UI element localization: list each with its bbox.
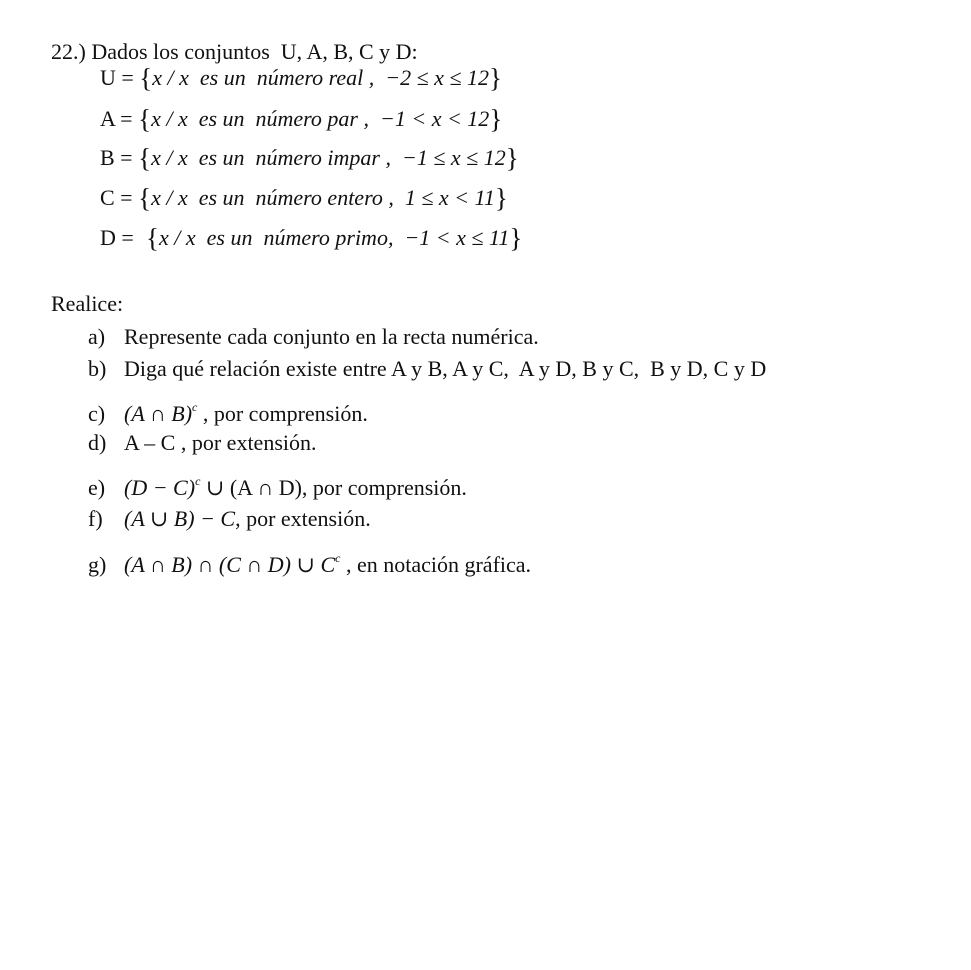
set-condition: −1 < x ≤ 11 <box>404 225 510 250</box>
exercise-item <box>88 394 368 427</box>
close-brace: } <box>509 223 523 253</box>
set-description: x / x es un número impar , <box>151 145 391 170</box>
set-name: C = <box>100 185 133 210</box>
item-text: Diga qué relación existe entre A y B, A y C, A y D, B y C, B y D, C y D <box>124 356 767 381</box>
set-name: U = <box>100 65 134 90</box>
set-condition: −1 ≤ x ≤ 12 <box>402 145 506 170</box>
open-brace: { <box>139 63 153 93</box>
exercise-item <box>88 545 531 578</box>
complement-superscript: c <box>335 551 341 565</box>
item-text: ∪ (A ∩ D), por comprensión. <box>200 475 467 500</box>
set-name: B = <box>100 145 133 170</box>
exercise-item <box>88 324 539 350</box>
item-text: Represente cada conjunto en la recta numérica. <box>124 324 539 349</box>
set-definition <box>100 106 502 132</box>
close-brace: } <box>494 183 508 213</box>
problem-title: 22.) Dados los conjuntos U, A, B, C y D: <box>51 39 418 64</box>
open-brace: { <box>138 143 152 173</box>
item-label: b) <box>88 356 107 381</box>
item-text: A – C , por extensión. <box>124 430 317 455</box>
set-description: x / x es un número par , <box>151 106 369 131</box>
item-label: c) <box>88 401 106 426</box>
set-description: x / x es un número primo, <box>159 225 394 250</box>
exercise-item <box>88 468 467 501</box>
item-text: , en notación gráfica. <box>340 552 532 577</box>
set-condition: 1 ≤ x < 11 <box>404 185 495 210</box>
set-definition <box>100 225 522 251</box>
exercise-item <box>88 506 371 532</box>
item-text: , por comprensión. <box>197 401 368 426</box>
set-definition <box>100 185 508 211</box>
item-label: f) <box>88 506 103 531</box>
item-label: g) <box>88 552 107 577</box>
exercise-item <box>88 356 766 382</box>
complement-superscript: c <box>192 400 198 414</box>
set-condition: −1 < x < 12 <box>380 106 490 131</box>
set-name: A = <box>100 106 133 131</box>
complement-superscript: c <box>195 474 201 488</box>
item-expression: (A ∪ B) − C <box>124 506 236 531</box>
realice-heading: Realice: <box>51 291 124 316</box>
set-definition <box>100 65 502 91</box>
set-description: x / x es un número real , <box>152 65 375 90</box>
item-label: e) <box>88 475 106 500</box>
open-brace: { <box>138 183 152 213</box>
set-description: x / x es un número entero , <box>151 185 394 210</box>
item-text: , por extensión. <box>235 506 371 531</box>
exercise-item <box>88 430 317 456</box>
open-brace: { <box>139 223 160 253</box>
item-expression: (D − C) <box>124 475 196 500</box>
set-condition: −2 ≤ x ≤ 12 <box>385 65 490 90</box>
item-label: a) <box>88 324 106 349</box>
close-brace: } <box>505 143 519 173</box>
close-brace: } <box>489 104 503 134</box>
item-expression: (A ∩ B) ∩ (C ∩ D) ∪ C <box>124 552 336 577</box>
item-expression: (A ∩ B) <box>124 401 193 426</box>
close-brace: } <box>489 63 502 93</box>
set-name: D = <box>100 225 134 250</box>
set-definition <box>100 145 519 171</box>
open-brace: { <box>138 104 152 134</box>
item-label: d) <box>88 430 107 455</box>
